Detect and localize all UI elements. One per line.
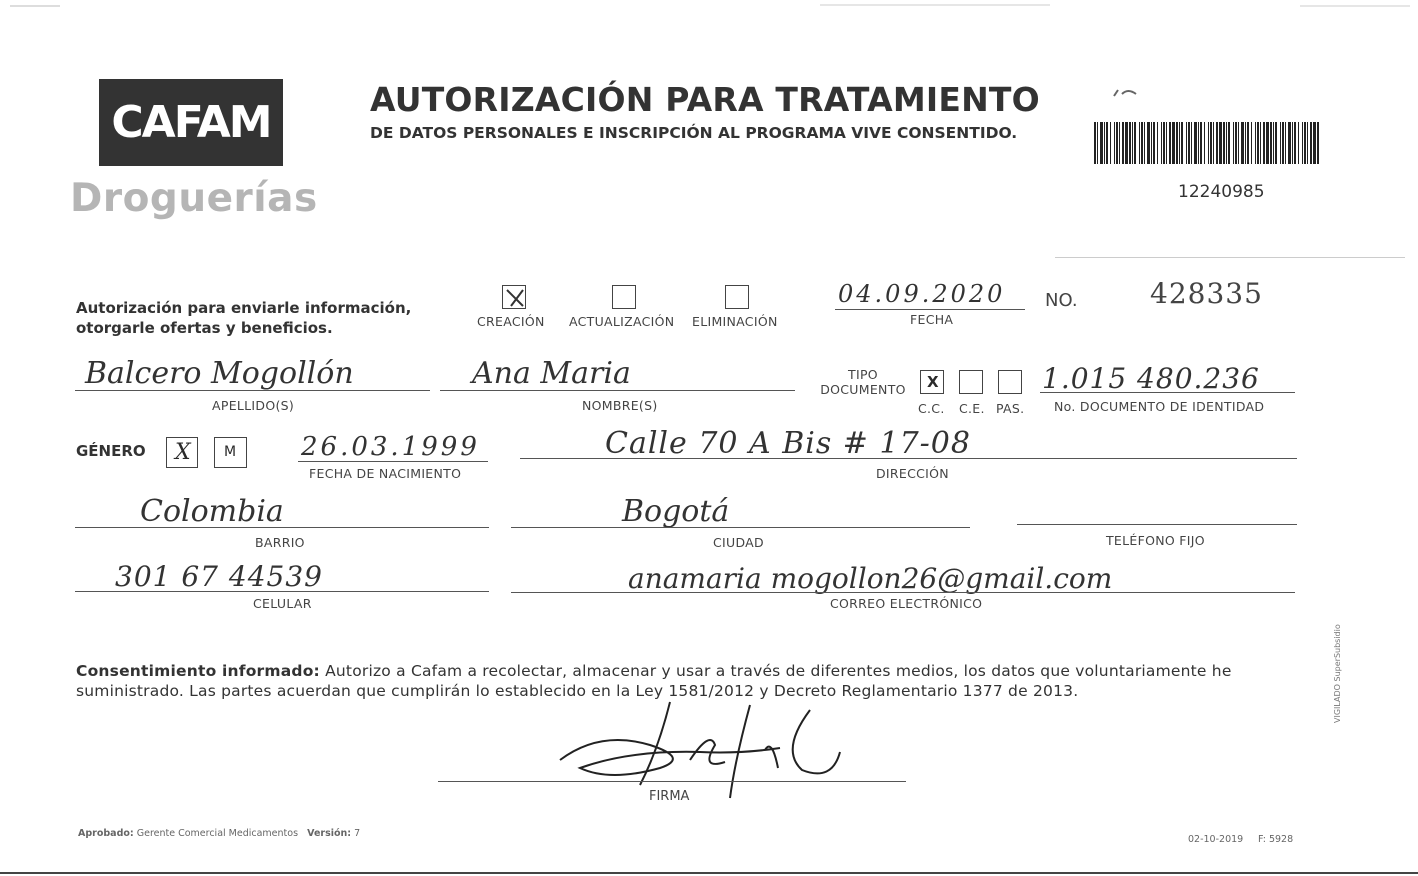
barcode-bar: [1292, 122, 1293, 164]
barcode-bar: [1186, 122, 1187, 164]
barcode-bar: [1294, 122, 1296, 164]
cc-checkbox[interactable]: [920, 370, 944, 394]
barcode-bar: [1191, 122, 1192, 164]
barcode-bar: [1144, 122, 1145, 164]
barcode-bar: [1104, 122, 1105, 164]
gender-f-checkbox[interactable]: [166, 437, 198, 468]
check-x-icon: [503, 286, 527, 310]
surname-label: APELLIDO(S): [212, 398, 295, 413]
barcode-bar: [1228, 122, 1230, 164]
date-label: FECHA: [910, 312, 954, 327]
barcode-bar: [1298, 122, 1299, 164]
barcode-bar: [1134, 122, 1136, 164]
city-line: [511, 527, 970, 528]
barcode-bar: [1233, 122, 1234, 164]
name-value[interactable]: Ana Maria: [472, 356, 631, 391]
surname-value[interactable]: Balcero Mogollón: [85, 356, 354, 391]
birthdate-label: FECHA DE NACIMIENTO: [309, 466, 462, 481]
address-value[interactable]: Calle 70 A Bis # 17-08: [605, 426, 971, 461]
doc-type-label: TIPO DOCUMENTO: [820, 367, 906, 397]
barcode-bar: [1263, 122, 1265, 164]
cell-value[interactable]: 301 67 44539: [115, 560, 323, 593]
barcode-bar: [1245, 122, 1246, 164]
version-label: Versión:: [307, 828, 352, 839]
barcode-bar: [1266, 122, 1269, 164]
actualizacion-label: ACTUALIZACIÓN: [569, 314, 675, 329]
barcode-bar: [1198, 122, 1199, 164]
city-label: CIUDAD: [713, 535, 764, 550]
email-value[interactable]: anamaria mogollon26@gmail.com: [628, 562, 1113, 595]
barcode-bar: [1179, 122, 1180, 164]
barcode-bar: [1097, 122, 1098, 164]
gender-m-checkbox[interactable]: [214, 437, 247, 468]
barcode-bar: [1270, 122, 1272, 164]
barcode-bar: [1260, 122, 1261, 164]
barcode-bar: [1304, 122, 1306, 164]
surname-line: [75, 390, 430, 391]
form-subtitle: DE DATOS PERSONALES E INSCRIPCIÓN AL PROGRAMA VIVE CONSENTIDO.: [370, 124, 1018, 142]
barcode-bar: [1257, 122, 1259, 164]
barcode-bar: [1275, 122, 1277, 164]
barcode-bar: [1282, 122, 1284, 164]
email-label: CORREO ELECTRÓNICO: [830, 596, 983, 611]
footer-date: 02-10-2019: [1188, 834, 1244, 845]
barcode-bar: [1151, 122, 1152, 164]
barcode-bar: [1094, 122, 1096, 164]
barcode-bar: [1307, 122, 1308, 164]
barcode-bar: [1122, 122, 1124, 164]
document-number: 428335: [1150, 277, 1263, 310]
name-label: NOMBRE(S): [582, 398, 658, 413]
barcode-number: 12240985: [1178, 182, 1265, 202]
cell-label: CELULAR: [253, 596, 312, 611]
scan-artifact: [0, 0, 1418, 10]
barcode-bar: [1129, 122, 1131, 164]
date-line: [835, 309, 1025, 310]
approved-value: Gerente Comercial Medicamentos: [136, 828, 299, 839]
barcode-bar: [1181, 122, 1183, 164]
barcode-bar: [1288, 122, 1291, 164]
doc-number-value[interactable]: 1.015 480.236: [1042, 362, 1260, 395]
city-value[interactable]: Bogotá: [622, 494, 730, 529]
cell-line: [75, 591, 489, 592]
cc-label: C.C.: [918, 401, 945, 416]
barcode-bar: [1172, 122, 1175, 164]
barcode: [1094, 122, 1320, 164]
address-line: [520, 458, 1297, 459]
gender-f-mark: X: [175, 440, 191, 465]
pas-label: PAS.: [996, 401, 1025, 416]
ce-label: C.E.: [959, 401, 985, 416]
barcode-bar: [1169, 122, 1171, 164]
barcode-bar: [1219, 122, 1222, 164]
authorization-label: Autorización para enviarle información, otorgarle ofertas y beneficios.: [76, 299, 412, 337]
barcode-bar: [1280, 122, 1281, 164]
barcode-bar: [1141, 122, 1143, 164]
barrio-label: BARRIO: [255, 535, 305, 550]
barcode-bar: [1147, 122, 1150, 164]
address-label: DIRECCIÓN: [876, 466, 949, 481]
barcode-bar: [1255, 122, 1256, 164]
barcode-bar: [1310, 122, 1312, 164]
vigilado-text: VIGILADO SuperSubsidio: [1333, 624, 1342, 723]
barcode-bar: [1216, 122, 1218, 164]
barcode-bar: [1163, 122, 1165, 164]
pas-checkbox[interactable]: [998, 370, 1022, 394]
actualizacion-checkbox[interactable]: [612, 285, 636, 309]
eliminacion-checkbox[interactable]: [725, 285, 749, 309]
consent-heading: Consentimiento informado:: [76, 662, 320, 680]
doc-number-line: [1040, 392, 1295, 393]
creacion-label: CREACIÓN: [477, 314, 545, 329]
barcode-bar: [1208, 122, 1209, 164]
barcode-bar: [1273, 122, 1274, 164]
barcode-bar: [1213, 122, 1214, 164]
barcode-bar: [1200, 122, 1202, 164]
barcode-bar: [1226, 122, 1227, 164]
cafam-logo: [99, 79, 283, 166]
barcode-bar: [1161, 122, 1162, 164]
signature-scribble: [540, 690, 860, 810]
divider: [1055, 257, 1405, 258]
barcode-bar: [1194, 122, 1197, 164]
barcode-bar: [1241, 122, 1244, 164]
barcode-bar: [1125, 122, 1128, 164]
barcode-bar: [1302, 122, 1303, 164]
barcode-bar: [1116, 122, 1118, 164]
phone-line: [1017, 524, 1297, 525]
barcode-bar: [1238, 122, 1239, 164]
barcode-bar: [1153, 122, 1155, 164]
no-label: NO.: [1045, 290, 1078, 311]
barcode-bar: [1106, 122, 1108, 164]
barcode-bar: [1313, 122, 1316, 164]
barcode-bar: [1139, 122, 1140, 164]
scan-mark: [1112, 86, 1152, 98]
footer-code: F: 5928: [1258, 834, 1294, 845]
barcode-bar: [1251, 122, 1252, 164]
barcode-bar: [1166, 122, 1167, 164]
gender-m-label: M: [224, 444, 237, 460]
barcode-bar: [1114, 122, 1115, 164]
barcode-bar: [1110, 122, 1111, 164]
barcode-bar: [1157, 122, 1158, 164]
name-line: [440, 390, 795, 391]
barcode-bar: [1235, 122, 1237, 164]
consent-text: Autorizo a Cafam a recolectar, almacenar y usar a través de diferentes medios, los datos que voluntariamente he suministrado. Las partes acuerdan que cumplirán lo establecido en la Ley 1581/2012 y Decreto Reglamentario 1377 de 2013.: [76, 662, 1232, 700]
barcode-bar: [1119, 122, 1120, 164]
version-value: 7: [354, 828, 361, 839]
barrio-line: [75, 527, 489, 528]
scan-edge: [0, 872, 1418, 874]
ce-checkbox[interactable]: [959, 370, 983, 394]
barcode-bar: [1188, 122, 1190, 164]
signature-line: [438, 781, 906, 782]
form-title: AUTORIZACIÓN PARA TRATAMIENTO: [370, 80, 1040, 119]
barcode-bar: [1100, 122, 1103, 164]
barcode-bar: [1210, 122, 1212, 164]
cc-mark: X: [927, 373, 939, 391]
birthdate-value[interactable]: 26.03.1999: [301, 432, 480, 462]
barrio-value[interactable]: Colombia: [140, 494, 284, 529]
signature-label: FIRMA: [649, 789, 690, 804]
barcode-bar: [1132, 122, 1133, 164]
logo-text: CAFAM: [111, 97, 271, 148]
droguerias-logo-text: Droguerías: [70, 176, 318, 221]
creacion-checkbox[interactable]: [502, 285, 526, 309]
date-value[interactable]: 04.09.2020: [838, 280, 1006, 308]
phone-label: TELÉFONO FIJO: [1106, 533, 1205, 548]
barcode-bar: [1247, 122, 1249, 164]
eliminacion-label: ELIMINACIÓN: [692, 314, 778, 329]
doc-number-label: No. DOCUMENTO DE IDENTIDAD: [1054, 399, 1265, 414]
gender-label: GÉNERO: [76, 442, 146, 460]
barcode-bar: [1176, 122, 1178, 164]
birthdate-line: [298, 461, 488, 462]
barcode-bar: [1285, 122, 1286, 164]
barcode-bar: [1317, 122, 1319, 164]
approved-label: Aprobado:: [78, 828, 134, 839]
barcode-bar: [1223, 122, 1225, 164]
barcode-bar: [1204, 122, 1205, 164]
email-line: [511, 592, 1295, 593]
